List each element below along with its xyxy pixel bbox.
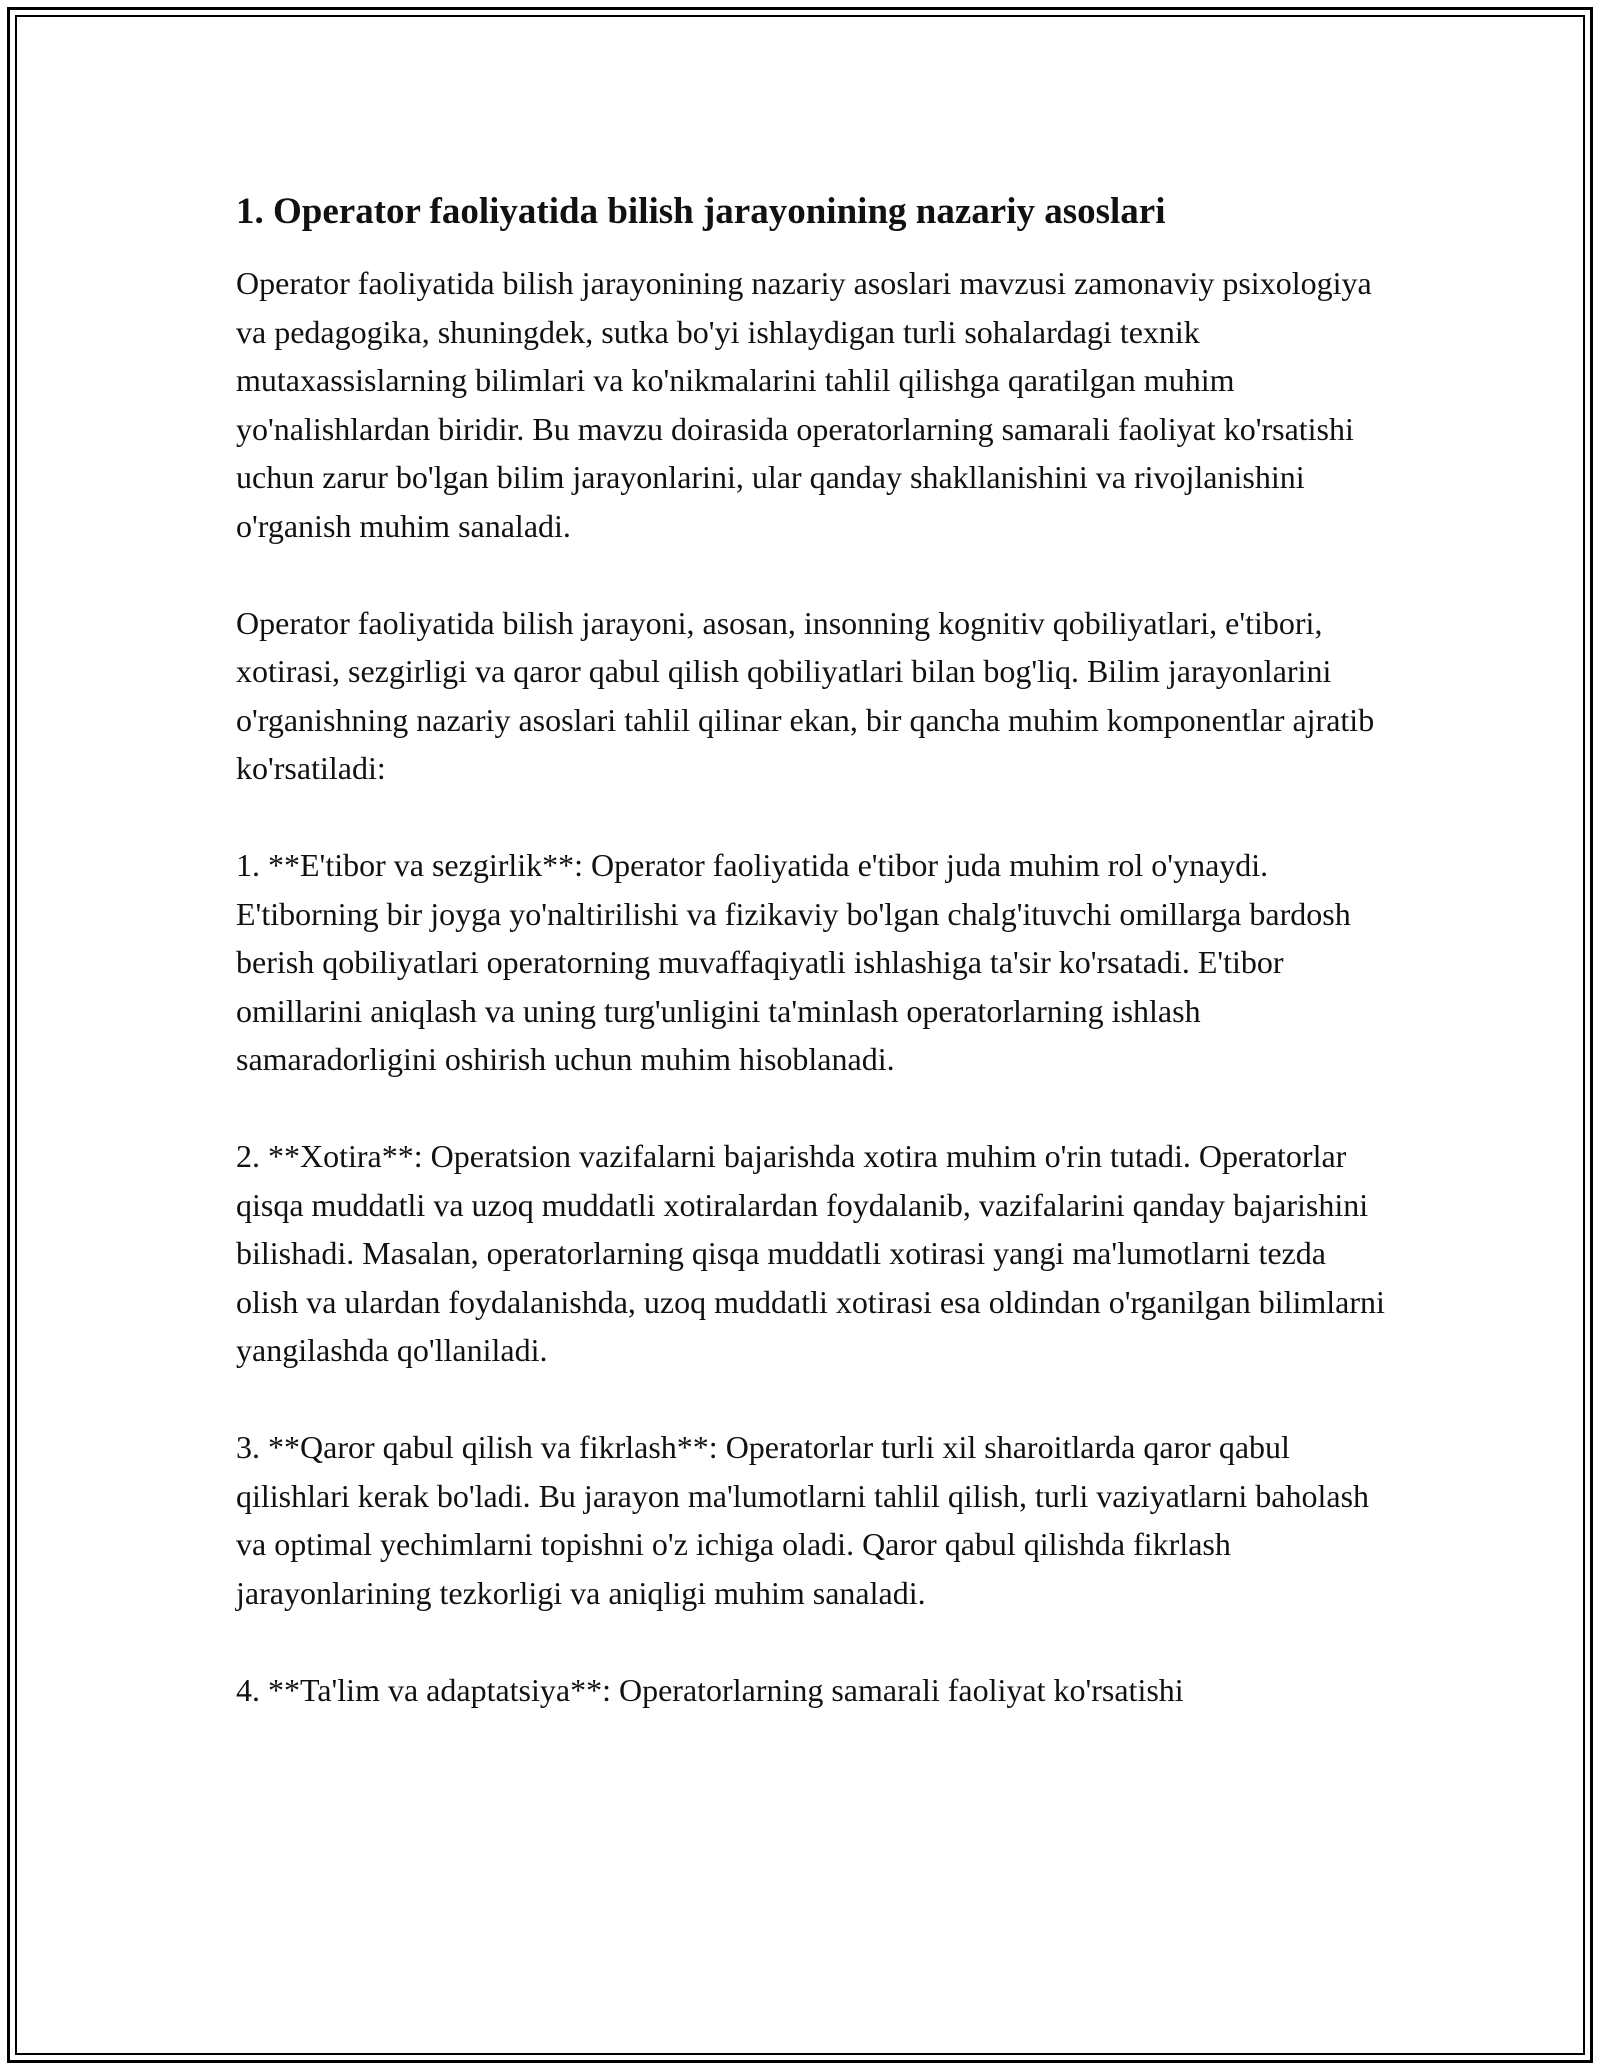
paragraph-item-memory: 2. **Xotira**: Operatsion vazifalarni bajarishda xotira muhim o'rin tutadi. Operatorlar qisqa muddatli va uzoq muddatli xotiralardan foydalanib, vazifalarini qanday bajarishini bilishadi. Masalan, operatorlarning qisqa muddatli xotirasi yangi ma'lumotlarni tezda olish va ulardan foydalanishda, uzoq muddatli xotirasi esa oldindan o'rganilgan bilimlarni yangilashda qo'llaniladi. (236, 1138, 1385, 1368)
paragraph-overview: Operator faoliyatida bilish jarayoni, asosan, insonning kognitiv qobiliyatlari, e'tibori, xotirasi, sezgirligi va qaror qabul qilish qobiliyatlari bilan bog'liq. Bilim jarayonlarini o'rganishning nazariy asoslari tahlil qilinar ekan, bir qancha muhim komponentlar ajratib ko'rsatiladi: (236, 604, 1375, 786)
paragraph-item-training: 4. **Ta'lim va adaptatsiya**: Operatorlarning samarali faoliyat ko'rsatishi (236, 1671, 1184, 1708)
paragraph-item-decision: 3. **Qaror qabul qilish va fikrlash**: Operatorlar turli xil sharoitlarda qaror qabul qilishlari kerak bo'ladi. Bu jarayon ma'lumotlarni tahlil qilish, turli vaziyatlarni baholash va optimal yechimlarni topishni o'z ichiga oladi. Qaror qabul qilishda fikrlash jarayonlarining tezkorligi va aniqligi muhim sanaladi. (236, 1429, 1370, 1611)
section-heading: 1. Operator faoliyatida bilish jarayonining nazariy asoslari (236, 191, 1166, 232)
paragraph-item-attention: 1. **E'tibor va sezgirlik**: Operator faoliyatida e'tibor juda muhim rol o'ynaydi. E'tiborning bir joyga yo'naltirilishi va fizikaviy bo'lgan chalg'ituvchi omillarga bardosh berish qobiliyatlari operatorning muvaffaqiyatli ishlashiga ta'sir ko'rsatadi. E'tibor omillarini aniqlash va uning turg'unligini ta'minlash operatorlarning ishlash samaradorligini oshirish uchun muhim hisoblanadi. (236, 847, 1351, 1077)
document-body (236, 188, 1386, 1763)
paragraph-intro: Operator faoliyatida bilish jarayonining nazariy asoslari mavzusi zamonaviy psixologiya va pedagogika, shuningdek, sutka bo'yi ishlaydigan turli sohalardagi texnik mutaxassislarning bilimlari va ko'nikmalarini tahlil qilishga qaratilgan muhim yo'nalishlardan biridir. Bu mavzu doirasida operatorlarning samarali faoliyat ko'rsatishi uchun zarur bo'lgan bilim jarayonlarini, ular qanday shakllanishini va rivojlanishini o'rganish muhim sanaladi. (236, 265, 1372, 544)
